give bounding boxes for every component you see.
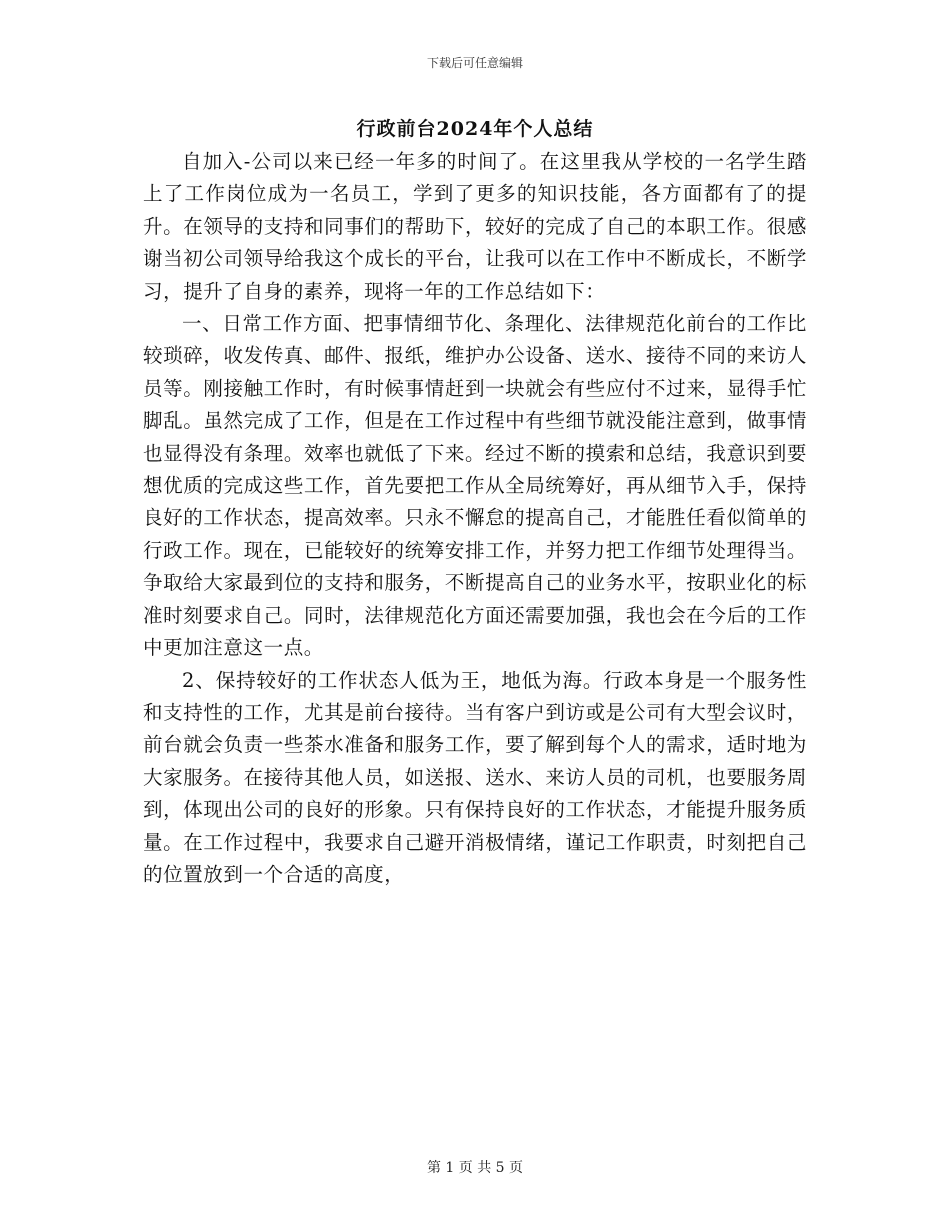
paragraph-intro: 自加入-公司以来已经一年多的时间了。在这里我从学校的一名学生踏上了工作岗位成为一名员工，学到了更多的知识技能，各方面都有了的提升。在领导的支持和同事们的帮助下，较好的完成了自己的本职工作。很感谢当初公司领导给我这个成长的平台，让我可以在工作中不断成长，不断学习，提升了自身的素养，现将一年的工作总结如下： xyxy=(143,150,807,303)
document-title: 行政前台2024年个人总结 xyxy=(356,118,594,140)
paragraph-daily-work: 一、日常工作方面、把事情细节化、条理化、法律规范化前台的工作比较琐碎，收发传真、邮件、报纸，维护办公设备、送水、接待不同的来访人员等。刚接触工作时，有时候事情赶到一块就会有些应付不过来，显得手忙脚乱。虽然完成了工作，但是在工作过程中有些细节就没能注意到，做事情也显得没有条理。效率也就低了下来。经过不断的摸索和总结，我意识到要想优质的完成这些工作，首先要把工作从全局统筹好，再从细节入手，保持良好的工作状态，提高效率。只永不懈怠的提高自己，才能胜任看似简单的行政工作。现在，已能较好的统筹安排工作，并努力把工作细节处理得当。争取给大家最到位的支持和服务，不断提高自己的业务水平，按职业化的标准时刻要求自己。同时，法律规范化方面还需要加强，我也会在今后的工作中更加注意这一点。 xyxy=(143,312,807,660)
paragraph-work-state: 2、保持较好的工作状态人低为王，地低为海。行政本身是一个服务性和支持性的工作，尤其是前台接待。当有客户到访或是公司有大型会议时，前台就会负责一些茶水准备和服务工作，要了解到每个人的需求，适时地为大家服务。在接待其他人员，如送报、送水、来访人员的司机，也要服务周到，体现出公司的良好的形象。只有保持良好的工作状态，才能提升服务质量。在工作过程中，我要求自己避开消极情绪，谨记工作职责，时刻把自己的位置放到一个合适的高度， xyxy=(143,668,807,886)
page-number: 第 1 页 共 5 页 xyxy=(426,1160,524,1176)
header-note: 下载后可任意编辑 xyxy=(426,56,523,70)
document-body xyxy=(143,146,807,891)
